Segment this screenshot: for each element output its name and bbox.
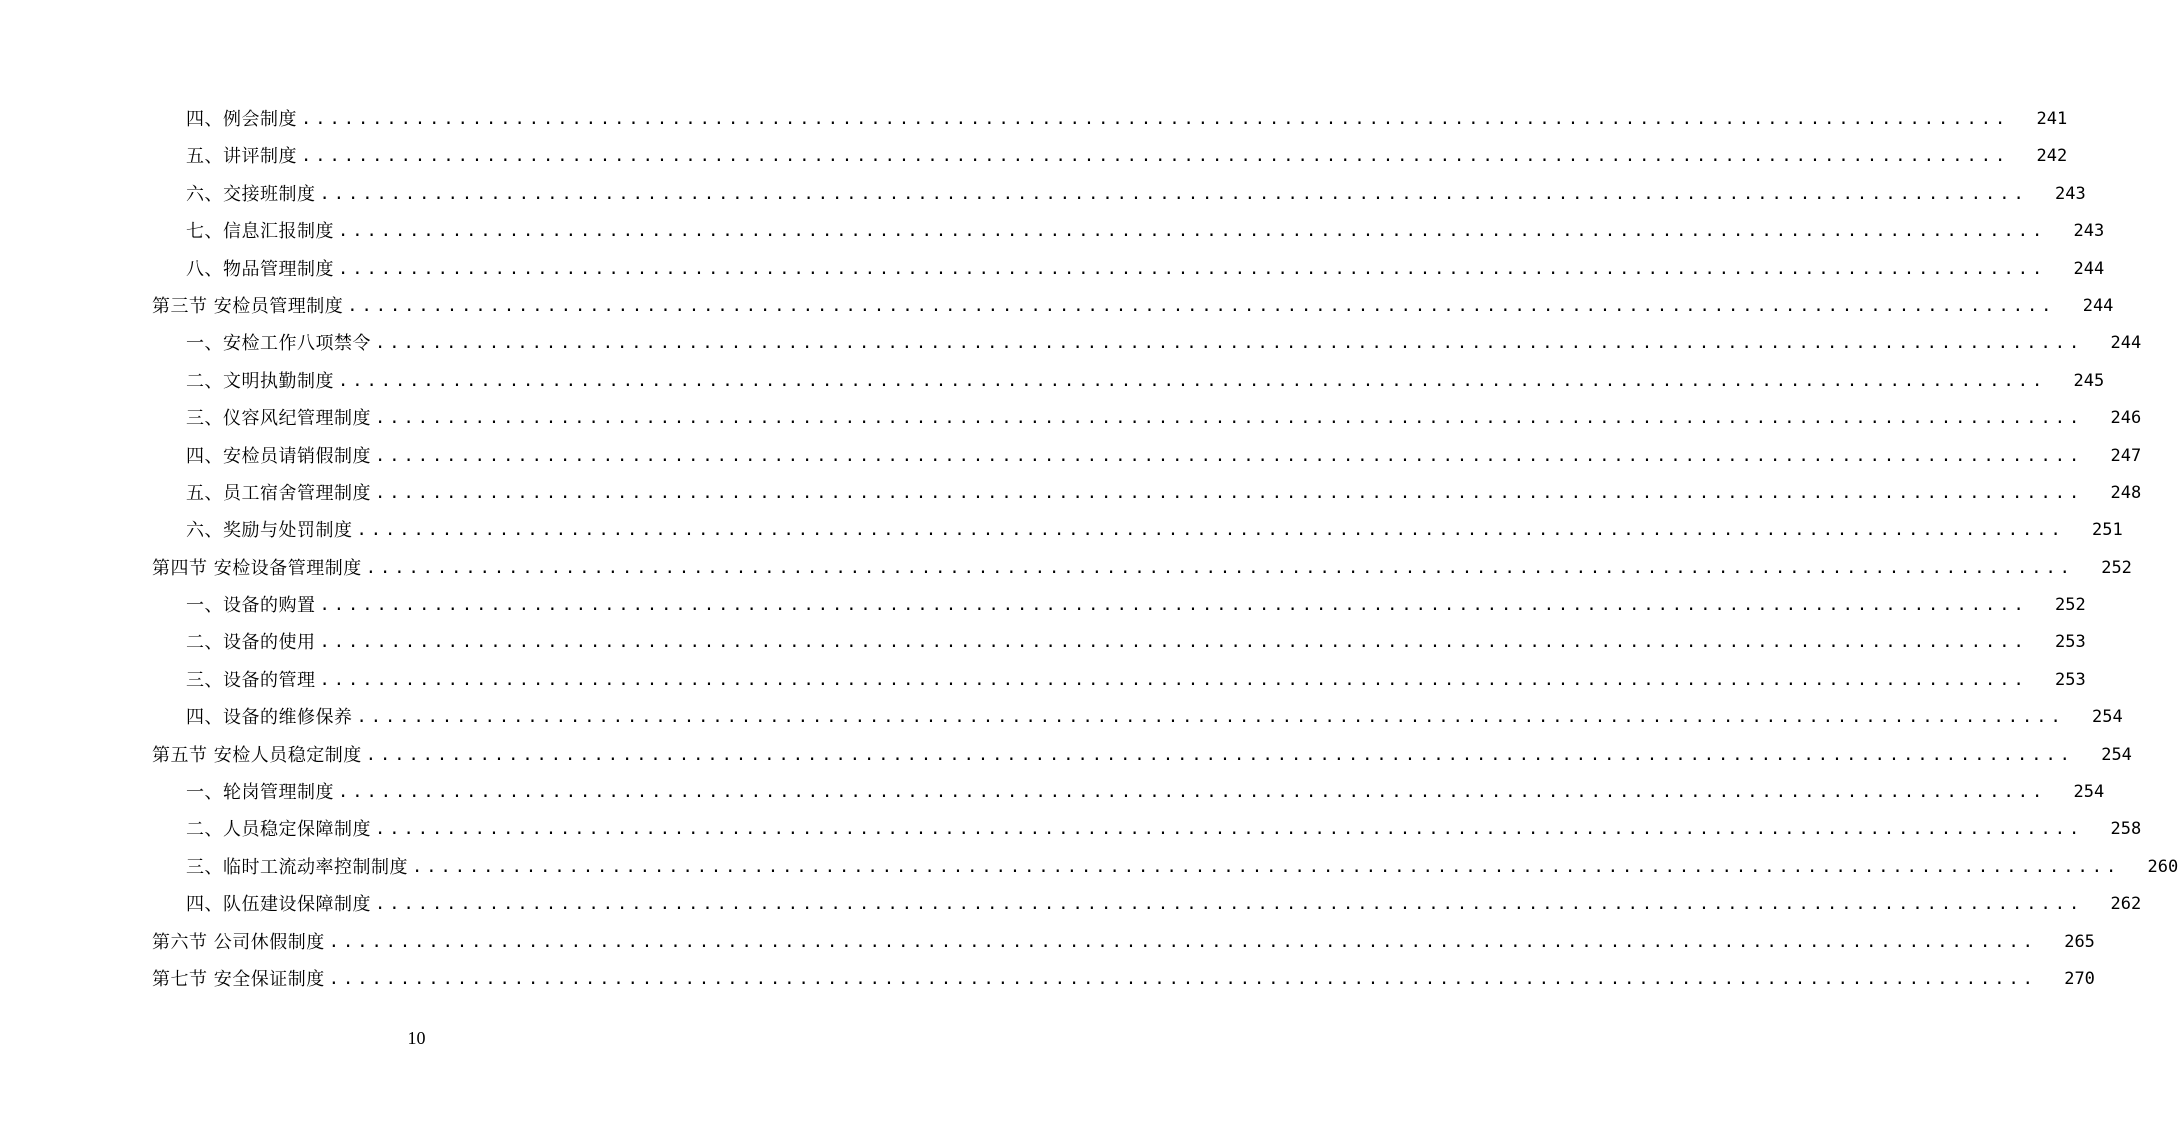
toc-dot-leader: ........................................................................................................................ xyxy=(375,445,2084,466)
toc-entry-label: 第六节 公司休假制度 xyxy=(152,931,325,953)
toc-section-entry xyxy=(0,737,2132,774)
toc-entry-label: 五、讲评制度 xyxy=(186,146,297,168)
toc-entry-page: 253 xyxy=(2054,669,2086,690)
toc-entry-label: 一、轮岗管理制度 xyxy=(186,782,334,804)
toc-entry-page: 242 xyxy=(2036,146,2068,167)
toc-dot-leader: ........................................................................................................................ xyxy=(412,856,2121,877)
toc-item-entry xyxy=(0,101,2068,138)
toc-entry-page: 243 xyxy=(2073,221,2105,242)
toc-section-entry xyxy=(0,961,2095,998)
toc-dot-leader: ........................................................................................................................ xyxy=(328,931,2037,952)
toc-item-entry xyxy=(0,325,2142,362)
toc-entry-label: 第三节 安检员管理制度 xyxy=(152,295,344,317)
toc-entry-label: 八、物品管理制度 xyxy=(186,258,334,280)
toc-section-entry xyxy=(0,288,2114,325)
toc-entry-label: 二、文明执勤制度 xyxy=(186,370,334,392)
toc-entry-page: 241 xyxy=(2036,109,2068,129)
toc-dot-leader: ........................................................................................................................ xyxy=(338,221,2047,242)
toc-item-entry xyxy=(0,699,2123,736)
toc-section-entry xyxy=(0,924,2095,961)
toc-dot-leader: ........................................................................................................................ xyxy=(319,595,2028,616)
toc-entry-label: 一、设备的购置 xyxy=(186,595,316,617)
toc-dot-leader: ........................................................................................................................ xyxy=(338,782,2047,803)
toc-entry-page: 252 xyxy=(2054,595,2086,616)
toc-entry-page: 244 xyxy=(2073,258,2105,279)
toc-entry-label: 二、人员稳定保障制度 xyxy=(186,819,371,841)
toc-dot-leader: ........................................................................................................................ xyxy=(365,744,2074,765)
toc-entry-page: 270 xyxy=(2064,968,2095,989)
toc-dot-leader: ........................................................................................................................ xyxy=(375,894,2084,915)
toc-dot-leader: ........................................................................................................................ xyxy=(365,557,2074,578)
table-of-contents xyxy=(0,101,2178,998)
toc-entry-label: 第四节 安检设备管理制度 xyxy=(152,557,362,579)
toc-entry-page: 258 xyxy=(2110,819,2142,840)
toc-dot-leader: ........................................................................................................................ xyxy=(356,707,2065,728)
page-number: 10 xyxy=(407,1028,426,1048)
toc-item-entry xyxy=(0,138,2068,175)
toc-dot-leader: ........................................................................................................................ xyxy=(319,669,2028,690)
toc-entry-page: 247 xyxy=(2110,445,2142,466)
toc-entry-page: 248 xyxy=(2110,482,2142,503)
toc-dot-leader: ........................................................................................................................ xyxy=(375,482,2084,503)
toc-item-entry xyxy=(0,363,2105,400)
toc-dot-leader: ........................................................................................................................ xyxy=(319,632,2028,653)
toc-dot-leader: ........................................................................................................................ xyxy=(301,109,2010,129)
toc-entry-page: 246 xyxy=(2110,408,2142,429)
toc-entry-page: 254 xyxy=(2073,782,2105,803)
toc-entry-label: 第五节 安检人员稳定制度 xyxy=(152,744,362,766)
toc-entry-page: 254 xyxy=(2091,707,2123,728)
toc-item-entry xyxy=(0,251,2105,288)
toc-entry-label: 四、安检员请销假制度 xyxy=(186,445,371,467)
toc-entry-label: 三、临时工流动率控制制度 xyxy=(186,856,408,878)
toc-entry-page: 244 xyxy=(2110,333,2142,354)
toc-item-entry xyxy=(0,475,2142,512)
toc-item-entry xyxy=(0,886,2142,923)
toc-item-entry xyxy=(0,662,2086,699)
toc-dot-leader: ........................................................................................................................ xyxy=(328,968,2037,989)
toc-dot-leader: ........................................................................................................................ xyxy=(356,520,2065,541)
toc-entry-page: 245 xyxy=(2073,370,2105,391)
toc-entry-label: 第七节 安全保证制度 xyxy=(152,968,325,990)
toc-item-entry xyxy=(0,811,2142,848)
toc-dot-leader: ........................................................................................................................ xyxy=(375,408,2084,429)
toc-entry-label: 七、信息汇报制度 xyxy=(186,221,334,243)
toc-entry-label: 三、仪容风纪管理制度 xyxy=(186,408,371,430)
toc-item-entry xyxy=(0,587,2086,624)
toc-entry-page: 251 xyxy=(2091,520,2123,541)
toc-entry-label: 三、设备的管理 xyxy=(186,669,316,691)
toc-entry-page: 253 xyxy=(2054,632,2086,653)
toc-item-entry xyxy=(0,512,2123,549)
toc-item-entry xyxy=(0,213,2105,250)
toc-dot-leader: ........................................................................................................................ xyxy=(347,295,2056,316)
toc-item-entry xyxy=(0,774,2105,811)
toc-item-entry xyxy=(0,624,2086,661)
toc-entry-label: 四、例会制度 xyxy=(186,109,297,130)
toc-entry-label: 六、奖励与处罚制度 xyxy=(186,520,353,542)
toc-entry-label: 四、队伍建设保障制度 xyxy=(186,894,371,916)
toc-entry-page: 244 xyxy=(2082,295,2114,316)
toc-dot-leader: ........................................................................................................................ xyxy=(375,819,2084,840)
toc-entry-label: 二、设备的使用 xyxy=(186,632,316,654)
toc-dot-leader: ........................................................................................................................ xyxy=(338,370,2047,391)
toc-item-entry xyxy=(0,400,2142,437)
toc-entry-page: 260 xyxy=(2147,856,2178,877)
toc-entry-page: 252 xyxy=(2101,557,2132,578)
toc-dot-leader: ........................................................................................................................ xyxy=(338,258,2047,279)
toc-entry-label: 四、设备的维修保养 xyxy=(186,707,353,729)
toc-item-entry xyxy=(0,849,2178,886)
toc-entry-label: 一、安检工作八项禁令 xyxy=(186,333,371,355)
toc-entry-label: 六、交接班制度 xyxy=(186,183,316,205)
toc-entry-page: 254 xyxy=(2101,744,2132,765)
toc-entry-label: 五、员工宿舍管理制度 xyxy=(186,482,371,504)
toc-entry-page: 262 xyxy=(2110,894,2142,915)
toc-dot-leader: ........................................................................................................................ xyxy=(319,183,2028,204)
toc-dot-leader: ........................................................................................................................ xyxy=(301,146,2010,167)
toc-entry-page: 243 xyxy=(2054,183,2086,204)
toc-section-entry xyxy=(0,550,2132,587)
toc-dot-leader: ........................................................................................................................ xyxy=(375,333,2084,354)
toc-item-entry xyxy=(0,438,2142,475)
toc-item-entry xyxy=(0,176,2086,213)
toc-entry-page: 265 xyxy=(2064,931,2095,952)
